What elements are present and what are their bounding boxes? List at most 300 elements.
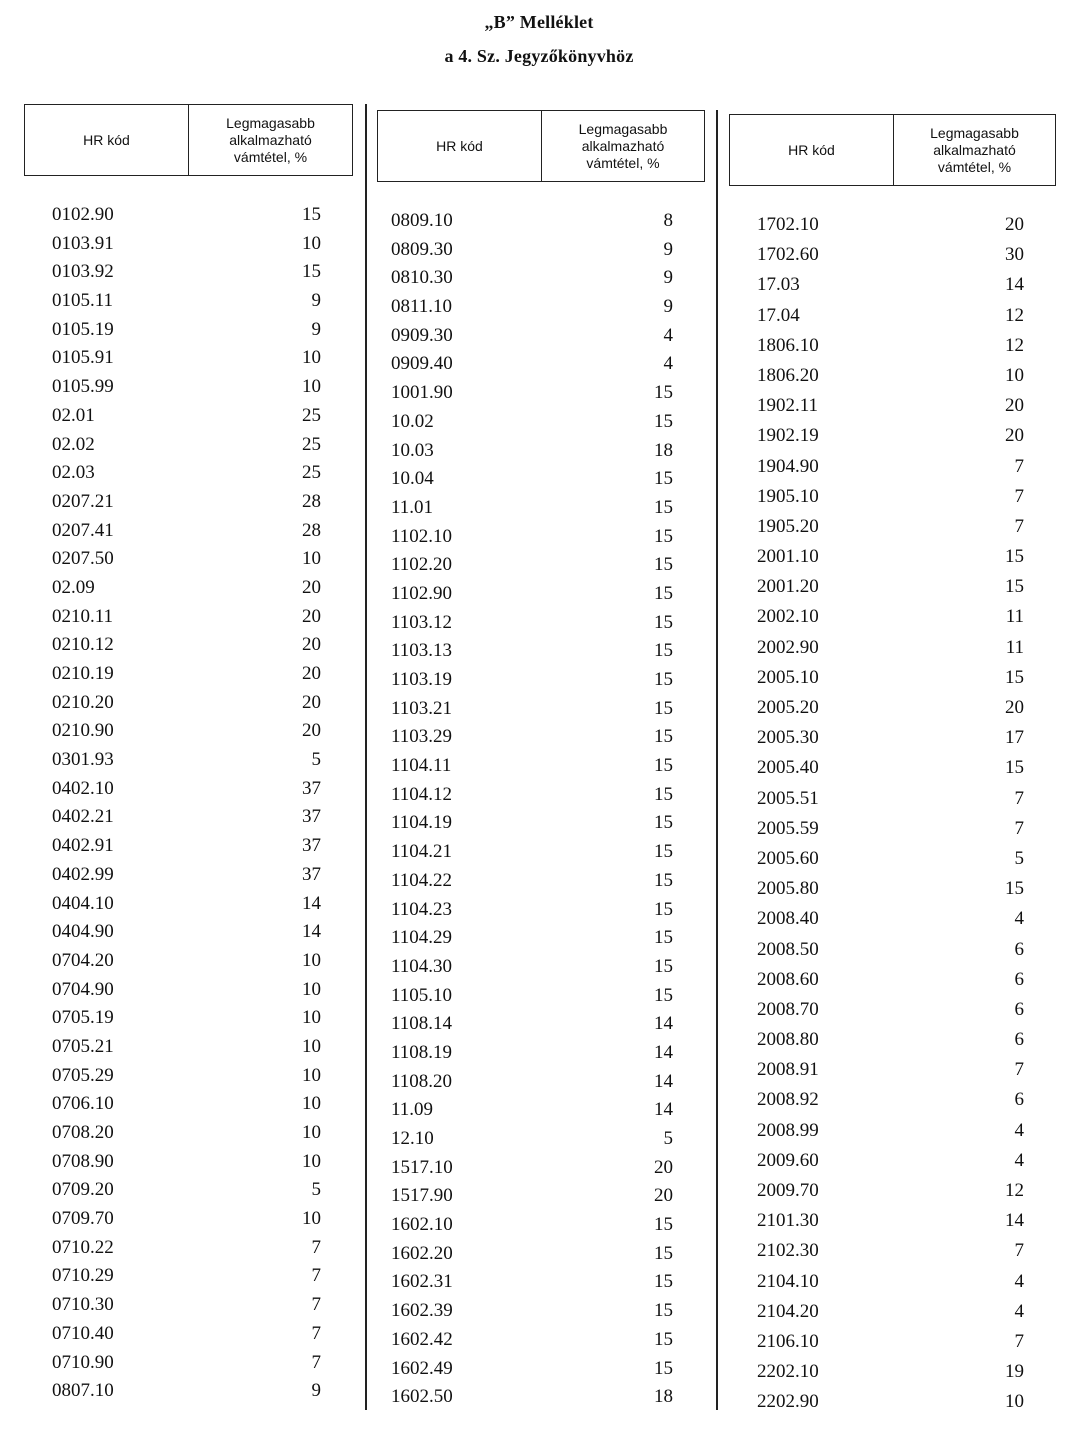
hr-code: 2005.80 bbox=[757, 878, 819, 900]
duty-rate: 10 bbox=[302, 548, 321, 570]
hr-code: 2009.70 bbox=[757, 1180, 819, 1201]
duty-rate: 15 bbox=[654, 726, 673, 748]
duty-rate: 6 bbox=[1014, 1089, 1024, 1111]
duty-rate: 7 bbox=[311, 1322, 321, 1344]
header-rate bbox=[189, 105, 352, 175]
duty-rate: 7 bbox=[1014, 515, 1024, 537]
hr-code: 1517.10 bbox=[391, 1156, 453, 1178]
hr-code: 1104.19 bbox=[391, 812, 453, 834]
table-row bbox=[24, 1093, 353, 1122]
header-rate-line: vámtétel, % bbox=[586, 154, 660, 171]
hr-code: 1102.20 bbox=[391, 554, 453, 576]
hr-code: 0710.30 bbox=[52, 1294, 114, 1316]
duty-rate: 15 bbox=[654, 869, 673, 891]
duty-rate: 15 bbox=[654, 927, 673, 949]
hr-code: 1902.11 bbox=[757, 395, 819, 417]
table-row bbox=[24, 1380, 353, 1409]
duty-rate: 4 bbox=[663, 353, 673, 375]
hr-code: 10.03 bbox=[391, 439, 434, 461]
table-row bbox=[377, 583, 705, 612]
table-row bbox=[377, 1071, 705, 1100]
hr-code: 0710.90 bbox=[52, 1351, 114, 1373]
hr-code: 2008.60 bbox=[757, 968, 819, 990]
table-row bbox=[24, 462, 353, 491]
hr-code: 2001.20 bbox=[757, 576, 819, 598]
duty-rate: 10 bbox=[302, 1208, 321, 1230]
hr-code: 02.01 bbox=[52, 404, 95, 426]
duty-rate: 7 bbox=[1014, 485, 1024, 507]
hr-code: 0207.21 bbox=[52, 490, 114, 512]
duty-rate: 15 bbox=[654, 1271, 673, 1293]
hr-code: 2104.20 bbox=[757, 1300, 819, 1322]
hr-code: 1602.10 bbox=[391, 1214, 453, 1236]
table-row bbox=[377, 497, 705, 526]
duty-rate: 7 bbox=[1014, 455, 1024, 477]
duty-rate: 10 bbox=[302, 949, 321, 971]
hr-code: 1602.31 bbox=[391, 1271, 453, 1293]
duty-rate: 12 bbox=[1005, 1180, 1024, 1201]
duty-rate: 25 bbox=[302, 404, 321, 426]
hr-code: 0210.19 bbox=[52, 663, 114, 684]
table-row bbox=[377, 812, 705, 841]
duty-rate: 10 bbox=[302, 1150, 321, 1172]
table-row bbox=[729, 908, 1056, 938]
duty-rate: 15 bbox=[654, 1214, 673, 1236]
hr-code: 0404.90 bbox=[52, 921, 114, 943]
table-row bbox=[729, 637, 1056, 667]
duty-rate: 37 bbox=[302, 806, 321, 828]
hr-code: 0708.90 bbox=[52, 1150, 114, 1172]
table-row bbox=[377, 411, 705, 440]
table-row bbox=[377, 554, 705, 583]
table-row bbox=[24, 1323, 353, 1352]
duty-rate: 15 bbox=[654, 669, 673, 690]
duty-rate: 6 bbox=[1014, 938, 1024, 960]
hr-code: 0404.10 bbox=[52, 892, 114, 914]
table-row bbox=[729, 335, 1056, 365]
hr-code: 2008.50 bbox=[757, 938, 819, 960]
table-row bbox=[24, 1036, 353, 1065]
table-row bbox=[729, 244, 1056, 274]
hr-code: 0103.91 bbox=[52, 232, 114, 254]
duty-rate: 37 bbox=[302, 835, 321, 857]
column-divider bbox=[365, 104, 367, 1410]
duty-rate: 14 bbox=[654, 1070, 673, 1092]
duty-rate: 20 bbox=[302, 576, 321, 598]
hr-code: 2008.91 bbox=[757, 1059, 819, 1081]
header-rate-line: alkalmazható bbox=[581, 137, 665, 154]
header-rate-line: alkalmazható bbox=[229, 131, 312, 148]
hr-code: 1103.21 bbox=[391, 697, 453, 719]
table-row bbox=[729, 1150, 1056, 1180]
hr-code: 2202.90 bbox=[757, 1391, 819, 1413]
table-row bbox=[729, 757, 1056, 787]
tariff-rows bbox=[24, 204, 353, 1409]
duty-rate: 18 bbox=[654, 439, 673, 461]
header-rate bbox=[894, 115, 1055, 185]
table-row bbox=[377, 726, 705, 755]
hr-code: 1104.30 bbox=[391, 955, 453, 977]
hr-code: 0704.20 bbox=[52, 949, 114, 971]
document-subtitle: a 4. Sz. Jegyzőkönyvhöz bbox=[444, 46, 634, 66]
table-row bbox=[24, 347, 353, 376]
table-row bbox=[377, 899, 705, 928]
hr-code: 0402.10 bbox=[52, 777, 114, 799]
table-row bbox=[377, 698, 705, 727]
hr-code: 0207.41 bbox=[52, 519, 114, 541]
hr-code: 0103.92 bbox=[52, 261, 114, 283]
table-row bbox=[24, 692, 353, 721]
table-row bbox=[729, 365, 1056, 395]
duty-rate: 15 bbox=[654, 468, 673, 490]
duty-rate: 10 bbox=[302, 232, 321, 254]
table-row bbox=[24, 720, 353, 749]
hr-code: 1902.19 bbox=[757, 425, 819, 447]
duty-rate: 15 bbox=[302, 261, 321, 283]
duty-rate: 20 bbox=[1005, 425, 1024, 447]
table-row bbox=[729, 425, 1056, 455]
table-row bbox=[377, 927, 705, 956]
table-row bbox=[729, 788, 1056, 818]
duty-rate: 9 bbox=[663, 238, 673, 260]
table-row bbox=[24, 577, 353, 606]
hr-code: 0809.10 bbox=[391, 210, 453, 231]
hr-code: 0102.90 bbox=[52, 204, 114, 225]
hr-code: 02.09 bbox=[52, 576, 95, 598]
hr-code: 1806.20 bbox=[757, 364, 819, 386]
hr-code: 0105.91 bbox=[52, 347, 114, 369]
duty-rate: 6 bbox=[1014, 1029, 1024, 1051]
duty-rate: 9 bbox=[663, 296, 673, 318]
duty-rate: 12 bbox=[1005, 334, 1024, 356]
hr-code: 1602.49 bbox=[391, 1357, 453, 1379]
hr-code: 2002.90 bbox=[757, 636, 819, 658]
duty-rate: 15 bbox=[654, 755, 673, 777]
duty-rate: 5 bbox=[1014, 847, 1024, 869]
duty-rate: 11 bbox=[1005, 636, 1024, 658]
duty-rate: 15 bbox=[654, 841, 673, 863]
hr-code: 1103.12 bbox=[391, 611, 453, 633]
hr-code: 2005.51 bbox=[757, 787, 819, 809]
hr-code: 1602.39 bbox=[391, 1300, 453, 1322]
hr-code: 2005.59 bbox=[757, 817, 819, 839]
hr-code: 0811.10 bbox=[391, 296, 453, 318]
duty-rate: 9 bbox=[311, 290, 321, 312]
duty-rate: 14 bbox=[1005, 274, 1024, 296]
hr-code: 17.03 bbox=[757, 274, 800, 296]
duty-rate: 4 bbox=[1014, 1270, 1024, 1292]
table-row bbox=[377, 1329, 705, 1358]
table-row bbox=[24, 778, 353, 807]
hr-code: 0210.11 bbox=[52, 605, 114, 627]
hr-code: 0402.99 bbox=[52, 863, 114, 885]
hr-code: 1104.22 bbox=[391, 869, 453, 891]
table-row bbox=[24, 1352, 353, 1381]
header-rate-line: Legmagasabb bbox=[930, 124, 1019, 141]
table-row bbox=[24, 1007, 353, 1036]
duty-rate: 25 bbox=[302, 462, 321, 484]
hr-code: 1904.90 bbox=[757, 455, 819, 477]
hr-code: 2106.10 bbox=[757, 1330, 819, 1352]
table-row bbox=[24, 491, 353, 520]
hr-code: 2001.10 bbox=[757, 546, 819, 568]
table-row bbox=[729, 1059, 1056, 1089]
table-row bbox=[729, 939, 1056, 969]
table-row bbox=[729, 1089, 1056, 1119]
table-row bbox=[24, 979, 353, 1008]
duty-rate: 15 bbox=[654, 410, 673, 432]
hr-code: 02.02 bbox=[52, 433, 95, 455]
duty-rate: 10 bbox=[302, 376, 321, 398]
duty-rate: 15 bbox=[654, 496, 673, 518]
table-row bbox=[377, 1157, 705, 1186]
table-row bbox=[377, 1013, 705, 1042]
duty-rate: 25 bbox=[302, 433, 321, 455]
duty-rate: 12 bbox=[1005, 304, 1024, 326]
header-rate-line: vámtétel, % bbox=[937, 158, 1012, 175]
duty-rate: 20 bbox=[1005, 697, 1024, 718]
table-row bbox=[729, 546, 1056, 576]
hr-code: 0710.40 bbox=[52, 1322, 114, 1344]
duty-rate: 20 bbox=[654, 1156, 673, 1178]
duty-rate: 19 bbox=[1005, 1361, 1024, 1383]
duty-rate: 11 bbox=[1005, 606, 1024, 628]
duty-rate: 7 bbox=[311, 1236, 321, 1258]
table-row bbox=[729, 727, 1056, 757]
table-row bbox=[729, 516, 1056, 546]
table-row bbox=[377, 669, 705, 698]
table-row bbox=[377, 1185, 705, 1214]
table-row bbox=[377, 1042, 705, 1071]
document-title: „B” Melléklet bbox=[484, 12, 594, 32]
table-row bbox=[24, 864, 353, 893]
duty-rate: 18 bbox=[654, 1386, 673, 1408]
hr-code: 0710.22 bbox=[52, 1236, 114, 1258]
hr-code: 2005.60 bbox=[757, 847, 819, 869]
table-row bbox=[729, 667, 1056, 697]
table-row bbox=[729, 1391, 1056, 1421]
duty-rate: 20 bbox=[302, 663, 321, 684]
hr-code: 2005.40 bbox=[757, 757, 819, 779]
table-row bbox=[729, 606, 1056, 636]
table-row bbox=[24, 893, 353, 922]
header-code: HR kód bbox=[25, 105, 189, 175]
duty-rate: 5 bbox=[311, 1179, 321, 1201]
header-rate-line: Legmagasabb bbox=[578, 120, 668, 137]
table-row bbox=[377, 382, 705, 411]
hr-code: 0708.20 bbox=[52, 1122, 114, 1143]
hr-code: 1103.13 bbox=[391, 640, 453, 662]
column-header bbox=[729, 114, 1056, 186]
table-row bbox=[729, 848, 1056, 878]
duty-rate: 20 bbox=[302, 634, 321, 656]
table-row bbox=[729, 305, 1056, 335]
duty-rate: 20 bbox=[302, 691, 321, 713]
duty-rate: 15 bbox=[654, 640, 673, 662]
hr-code: 2005.20 bbox=[757, 697, 819, 718]
table-row bbox=[377, 1386, 705, 1415]
table-row bbox=[24, 520, 353, 549]
table-row bbox=[377, 956, 705, 985]
table-row bbox=[24, 548, 353, 577]
duty-rate: 4 bbox=[1014, 908, 1024, 930]
duty-rate: 30 bbox=[1005, 244, 1024, 266]
duty-rate: 20 bbox=[654, 1185, 673, 1207]
hr-code: 1108.14 bbox=[391, 1013, 453, 1035]
hr-code: 1105.10 bbox=[391, 984, 453, 1006]
table-row bbox=[729, 1029, 1056, 1059]
table-row bbox=[24, 749, 353, 778]
hr-code: 0909.40 bbox=[391, 353, 453, 375]
duty-rate: 15 bbox=[1005, 576, 1024, 598]
duty-rate: 15 bbox=[654, 1328, 673, 1350]
table-row bbox=[729, 214, 1056, 244]
duty-rate: 9 bbox=[663, 267, 673, 289]
hr-code: 0210.20 bbox=[52, 691, 114, 713]
hr-code: 1108.19 bbox=[391, 1041, 453, 1063]
duty-rate: 20 bbox=[1005, 395, 1024, 417]
hr-code: 0709.20 bbox=[52, 1179, 114, 1201]
table-row bbox=[377, 870, 705, 899]
duty-rate: 14 bbox=[654, 1099, 673, 1121]
duty-rate: 6 bbox=[1014, 998, 1024, 1020]
table-row bbox=[377, 640, 705, 669]
hr-code: 0709.70 bbox=[52, 1208, 114, 1230]
duty-rate: 7 bbox=[1014, 1059, 1024, 1081]
hr-code: 1602.20 bbox=[391, 1242, 453, 1264]
hr-code: 2008.40 bbox=[757, 908, 819, 930]
hr-code: 11.09 bbox=[391, 1099, 434, 1121]
table-row bbox=[24, 1294, 353, 1323]
table-row bbox=[377, 755, 705, 784]
hr-code: 0706.10 bbox=[52, 1093, 114, 1115]
table-row bbox=[377, 353, 705, 382]
hr-code: 1104.21 bbox=[391, 841, 453, 863]
duty-rate: 4 bbox=[1014, 1149, 1024, 1171]
hr-code: 0402.91 bbox=[52, 835, 114, 857]
duty-rate: 4 bbox=[1014, 1119, 1024, 1141]
table-row bbox=[24, 806, 353, 835]
duty-rate: 10 bbox=[1005, 1391, 1024, 1413]
duty-rate: 9 bbox=[311, 1380, 321, 1402]
hr-code: 1104.23 bbox=[391, 898, 453, 920]
table-row bbox=[729, 1271, 1056, 1301]
table-row bbox=[377, 1128, 705, 1157]
hr-code: 0705.21 bbox=[52, 1035, 114, 1057]
hr-code: 2008.80 bbox=[757, 1029, 819, 1051]
table-row bbox=[729, 486, 1056, 516]
duty-rate: 10 bbox=[302, 978, 321, 1000]
hr-code: 1517.90 bbox=[391, 1185, 453, 1207]
table-row bbox=[24, 319, 353, 348]
hr-code: 2202.10 bbox=[757, 1361, 819, 1383]
table-row bbox=[377, 1243, 705, 1272]
header-code: HR kód bbox=[730, 115, 894, 185]
table-row bbox=[729, 1301, 1056, 1331]
table-row bbox=[377, 468, 705, 497]
tariff-column-3 bbox=[729, 114, 1056, 1413]
table-row bbox=[377, 267, 705, 296]
table-row bbox=[24, 261, 353, 290]
hr-code: 0809.30 bbox=[391, 238, 453, 260]
table-row bbox=[24, 835, 353, 864]
duty-rate: 15 bbox=[654, 1242, 673, 1264]
duty-rate: 14 bbox=[302, 921, 321, 943]
table-row bbox=[377, 440, 705, 469]
table-row bbox=[377, 296, 705, 325]
hr-code: 1001.90 bbox=[391, 382, 453, 404]
table-row bbox=[729, 274, 1056, 304]
table-row bbox=[24, 1122, 353, 1151]
hr-code: 0704.90 bbox=[52, 978, 114, 1000]
table-row bbox=[729, 1331, 1056, 1361]
hr-code: 2002.10 bbox=[757, 606, 819, 628]
hr-code: 0105.99 bbox=[52, 376, 114, 398]
duty-rate: 15 bbox=[1005, 546, 1024, 568]
duty-rate: 14 bbox=[654, 1041, 673, 1063]
duty-rate: 6 bbox=[1014, 968, 1024, 990]
hr-code: 12.10 bbox=[391, 1128, 434, 1149]
table-row bbox=[377, 1300, 705, 1329]
duty-rate: 15 bbox=[302, 204, 321, 225]
table-row bbox=[377, 1271, 705, 1300]
duty-rate: 10 bbox=[302, 1035, 321, 1057]
duty-rate: 15 bbox=[654, 812, 673, 834]
table-row bbox=[729, 818, 1056, 848]
duty-rate: 10 bbox=[1005, 364, 1024, 386]
table-row bbox=[377, 526, 705, 555]
duty-rate: 28 bbox=[302, 490, 321, 512]
duty-rate: 37 bbox=[302, 777, 321, 799]
duty-rate: 7 bbox=[311, 1351, 321, 1373]
duty-rate: 7 bbox=[1014, 787, 1024, 809]
duty-rate: 15 bbox=[654, 1357, 673, 1379]
header-rate-line: vámtétel, % bbox=[233, 148, 308, 165]
duty-rate: 8 bbox=[663, 210, 673, 231]
table-row bbox=[24, 1265, 353, 1294]
duty-rate: 15 bbox=[1005, 666, 1024, 688]
hr-code: 10.04 bbox=[391, 468, 434, 490]
table-row bbox=[377, 239, 705, 268]
table-row bbox=[729, 395, 1056, 425]
duty-rate: 15 bbox=[1005, 878, 1024, 900]
table-row bbox=[729, 576, 1056, 606]
column-header bbox=[24, 104, 353, 176]
table-row bbox=[24, 1237, 353, 1266]
table-row bbox=[377, 325, 705, 354]
table-row bbox=[24, 950, 353, 979]
table-row bbox=[729, 697, 1056, 727]
hr-code: 1602.42 bbox=[391, 1328, 453, 1350]
table-row bbox=[24, 663, 353, 692]
column-divider bbox=[716, 110, 718, 1410]
tariff-column-1 bbox=[24, 104, 353, 1402]
hr-code: 1102.90 bbox=[391, 582, 453, 604]
hr-code: 1108.20 bbox=[391, 1070, 453, 1092]
duty-rate: 5 bbox=[311, 749, 321, 771]
table-row bbox=[377, 1358, 705, 1387]
duty-rate: 10 bbox=[302, 1093, 321, 1115]
table-row bbox=[24, 1151, 353, 1180]
tariff-rows bbox=[729, 214, 1056, 1422]
duty-rate: 14 bbox=[302, 892, 321, 914]
table-row bbox=[24, 233, 353, 262]
duty-rate: 10 bbox=[302, 347, 321, 369]
hr-code: 0402.21 bbox=[52, 806, 114, 828]
duty-rate: 15 bbox=[654, 525, 673, 547]
duty-rate: 15 bbox=[654, 697, 673, 719]
hr-code: 0210.90 bbox=[52, 720, 114, 742]
